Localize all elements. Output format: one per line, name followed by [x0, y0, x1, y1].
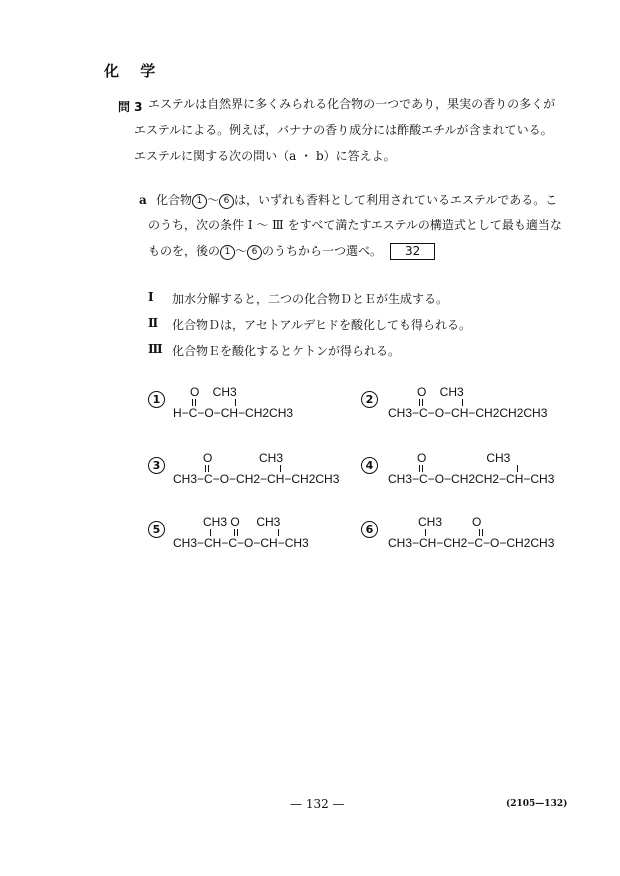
single-bond — [210, 529, 211, 536]
condition-text: 加水分解すると，二つの化合物ＤとＥが生成する。 — [172, 292, 449, 306]
option-number: 4 — [361, 457, 378, 474]
single-bond — [517, 465, 518, 472]
single-bond — [425, 529, 426, 536]
condition-number: Ⅲ — [148, 342, 163, 356]
structure-substituents: O CH3 — [190, 385, 237, 399]
exam-code: (2105—132) — [506, 799, 568, 809]
circled-number: 1 — [192, 194, 207, 209]
structure-substituents: O CH3 — [417, 451, 511, 465]
option-number: 3 — [148, 457, 165, 474]
condition-text: 化合物Ｄは，アセトアルデヒドを酸化しても得られる。 — [172, 318, 472, 332]
page-number: — 132 — — [290, 797, 345, 811]
condition-number: Ⅱ — [148, 316, 159, 330]
structure-formula: CH3−CH−C−O−CH−CH3 — [173, 536, 309, 550]
double-bond — [479, 529, 483, 536]
circled-number: 1 — [220, 245, 235, 260]
option-number: 1 — [148, 391, 165, 408]
single-bond — [235, 399, 236, 406]
structure-formula: CH3−C−O−CH2CH2−CH−CH3 — [388, 472, 555, 486]
option-number: 6 — [361, 521, 378, 538]
range-separator: ～ — [207, 193, 220, 207]
double-bond — [234, 529, 238, 536]
part-a-suffix: は，いずれも香料として利用されているエステルである。こ — [234, 193, 558, 207]
condition-text: 化合物Ｅを酸化するとケトンが得られる。 — [172, 344, 401, 358]
circled-number: 6 — [247, 245, 262, 260]
part-a-line-3-prefix: ものを，後の — [148, 244, 221, 258]
double-bond — [419, 465, 423, 472]
structure-formula: CH3−CH−CH2−C−O−CH2CH3 — [388, 536, 555, 550]
option-4[interactable] — [361, 455, 378, 474]
structure-substituents: CH3 O — [418, 515, 482, 529]
question-intro-line-3: エステルに関する次の問い（a ・ b）に答えよ。 — [134, 149, 396, 163]
structure-substituents: CH3 O CH3 — [203, 515, 281, 529]
double-bond — [192, 399, 196, 406]
structure-formula: CH3−C−O−CH2−CH−CH2CH3 — [173, 472, 340, 486]
structure-formula: H−C−O−CH−CH2CH3 — [173, 406, 294, 420]
part-a-label: a — [139, 193, 147, 207]
circled-number: 6 — [219, 194, 234, 209]
single-bond — [280, 465, 281, 472]
condition-number: Ⅰ — [148, 290, 154, 304]
single-bond — [278, 529, 279, 536]
question-intro-line-1: エステルは自然界に多くみられる化合物の一つであり，果実の香りの多くが — [148, 97, 556, 111]
range-separator: ～ — [235, 244, 248, 258]
option-1[interactable] — [148, 389, 165, 408]
part-a-line-2: のうち，次の条件 Ⅰ ～ Ⅲ をすべて満たすエステルの構造式として最も適当な — [148, 218, 562, 232]
structure-substituents: O CH3 — [203, 451, 284, 465]
part-a-line-1 — [156, 193, 557, 209]
page-title: 化 学 — [104, 62, 164, 80]
structure-formula: CH3−C−O−CH−CH2CH2CH3 — [388, 406, 548, 420]
question-intro-line-2: エステルによる。例えば，バナナの香り成分には酢酸エチルが含まれている。 — [134, 123, 553, 137]
single-bond — [462, 399, 463, 406]
answer-box[interactable]: 32 — [390, 243, 435, 260]
option-2[interactable] — [361, 389, 378, 408]
double-bond — [419, 399, 423, 406]
option-6[interactable] — [361, 519, 378, 538]
double-bond — [205, 465, 209, 472]
part-a-prefix: 化合物 — [156, 193, 193, 207]
option-3[interactable] — [148, 455, 165, 474]
option-number: 2 — [361, 391, 378, 408]
option-number: 5 — [148, 521, 165, 538]
part-a-line-3-suffix: のうちから一つ選べ。 — [262, 244, 383, 258]
part-a-line-3 — [148, 243, 435, 260]
option-5[interactable] — [148, 519, 165, 538]
question-number: 問 3 — [118, 100, 143, 114]
structure-substituents: O CH3 — [417, 385, 464, 399]
